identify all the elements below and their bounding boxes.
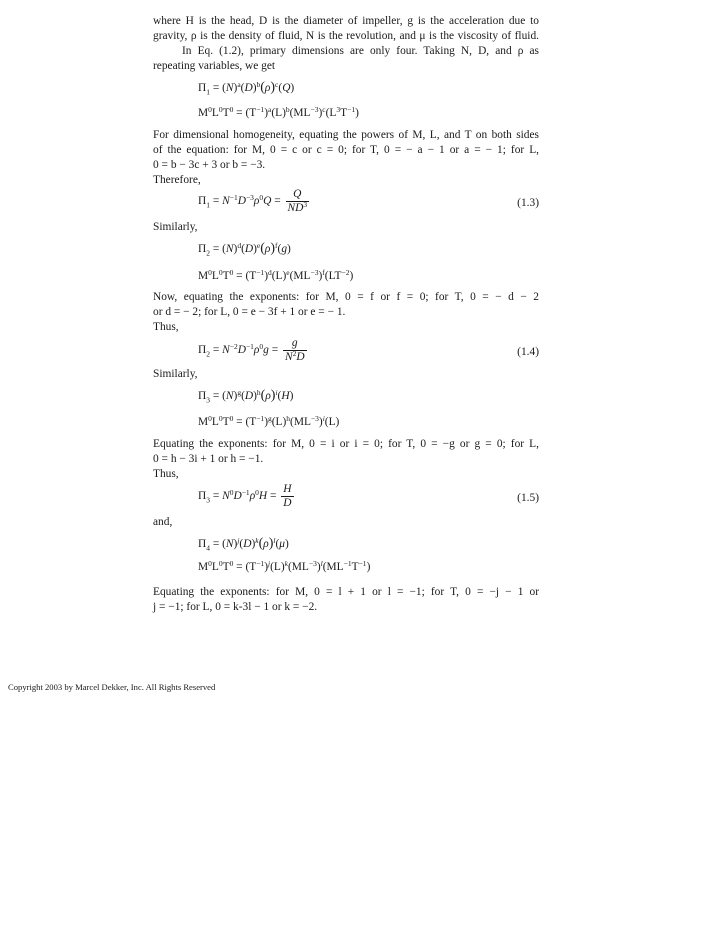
label-thus-1: Thus,	[153, 321, 179, 333]
intro-line-4: repeating variables, we get	[153, 60, 276, 72]
equation-pi3-definition: $\Pi_3 = (N)^g(D)^h(\rho)^i(H)$	[198, 388, 294, 405]
equation-number-1-4: (1.4)	[517, 346, 539, 358]
para3-line-1: Equating the exponents: for M, 0 = i or i = 0; for T, 0 = −g or g = 0; for L,	[153, 438, 539, 450]
para1-line-1: For dimensional homogeneity, equating the powers of M, L, and T on both sides	[153, 129, 539, 141]
label-similarly-1: Similarly,	[153, 221, 198, 233]
para4-line-2: j = −1; for L, 0 = k-3l − 1 or k = −2.	[153, 601, 318, 613]
equation-dimension-4: $M^0L^0T^0 = (T^{-1})^j(L)^k(ML^{-3})^l(ML^{-1}T^{-1})$	[198, 559, 371, 573]
para4-line-1: Equating the exponents: for M, 0 = l + 1 or l = −1; for T, 0 = −j − 1 or	[153, 586, 539, 598]
para1-line-3: 0 = b − 3c + 3 or b = −3.	[153, 159, 266, 171]
para1-line-4: Therefore,	[153, 174, 201, 186]
equation-pi4-definition: $\Pi_4 = (N)^j(D)^k(\rho)^l(\mu)$	[198, 536, 289, 553]
equation-number-1-5: (1.5)	[517, 492, 539, 504]
para2-line-2: or d = − 2; for L, 0 = e − 3f + 1 or e = − 1.	[153, 306, 346, 318]
intro-line-1: where H is the head, D is the diameter of impeller, g is the acceleration due to	[153, 15, 539, 27]
para1-line-2: of the equation: for M, 0 = c or c = 0; for T, 0 = − a − 1 or a = − 1; for L,	[153, 144, 539, 156]
intro-line-2: gravity, ρ is the density of fluid, N is the revolution, and μ is the viscosity of fluid.	[153, 30, 539, 42]
intro-line-3: In Eq. (1.2), primary dimensions are only four. Taking N, D, and ρ as	[182, 45, 539, 57]
label-similarly-2: Similarly,	[153, 368, 198, 380]
label-thus-2: Thus,	[153, 468, 179, 480]
copyright-footer: Copyright 2003 by Marcel Dekker, Inc. All Rights Reserved	[8, 682, 216, 692]
equation-dimension-3: $M^0L^0T^0 = (T^{-1})^g(L)^h(ML^{-3})^i(L)$	[198, 414, 340, 428]
equation-pi1-result: $\Pi_1 = N^{-1}D^{-3}\rho^0Q$ = $\frac{Q}{ND^3}$	[198, 188, 308, 214]
para2-line-1: Now, equating the exponents: for M, 0 = f or f = 0; for T, 0 = − d − 2	[153, 291, 539, 303]
para3-line-2: 0 = h − 3i + 1 or h = −1.	[153, 453, 264, 465]
equation-pi3-result: $\Pi_3 = N^0D^{-1}\rho^0H$ = $\frac{H}{D}$	[198, 483, 292, 509]
equation-dimension-1: $M^0L^0T^0 = (T^{-1})^a(L)^b(ML^{-3})^c(L^3T^{-1})$	[198, 105, 359, 119]
equation-dimension-2: $M^0L^0T^0 = (T^{-1})^d(L)^e(ML^{-3})^f(LT^{-2})$	[198, 268, 354, 282]
equation-number-1-3: (1.3)	[517, 197, 539, 209]
label-and: and,	[153, 516, 173, 528]
equation-pi2-result: $\Pi_2 = N^{-2}D^{-1}\rho^0g$ = $\frac{g}{N^2D}$	[198, 337, 305, 363]
equation-pi2-definition: $\Pi_2 = (N)^d(D)^e(\rho)^f(g)$	[198, 241, 291, 258]
equation-pi1-definition: $\Pi_1 = (N)^a(D)^b(\rho)^c(Q)$	[198, 80, 295, 97]
